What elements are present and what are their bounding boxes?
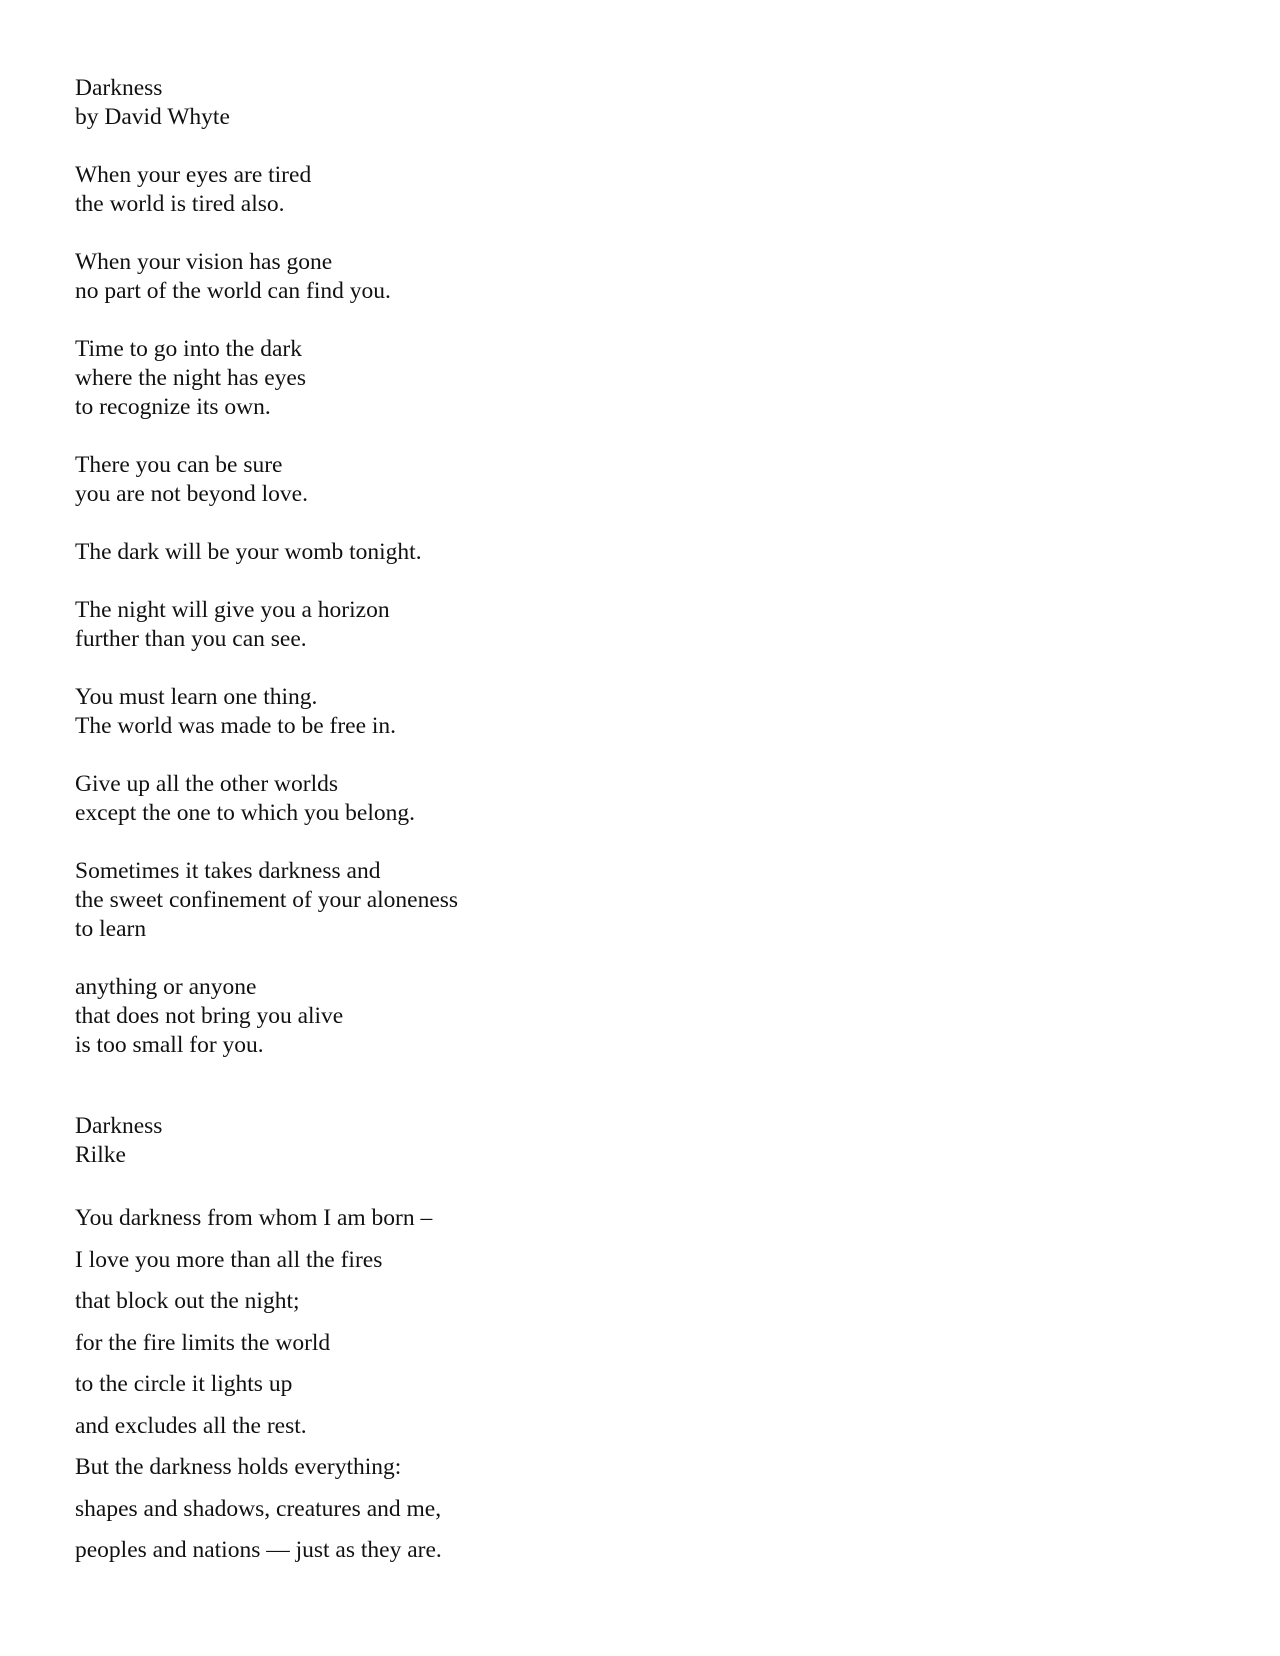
poem-line: Sometimes it takes darkness and <box>75 858 381 884</box>
poem-line: peoples and nations — just as they are. <box>75 1537 442 1563</box>
poem-line: shapes and shadows, creatures and me, <box>75 1495 442 1522</box>
poem-line: and excludes all the rest. <box>75 1412 307 1439</box>
stanza <box>75 683 1205 741</box>
poem-body <box>75 1198 442 1572</box>
poem-line: You darkness from whom I am born – <box>75 1205 433 1231</box>
poem-author: Rilke <box>75 1142 126 1168</box>
poem-whyte <box>75 74 1205 1060</box>
poem-line: The night will give you a horizon <box>75 597 390 623</box>
poem-line: is too small for you. <box>75 1032 264 1058</box>
stanza <box>75 335 1205 422</box>
poem-header <box>75 1112 442 1170</box>
poem-line: to recognize its own. <box>75 394 271 420</box>
poem-line: except the one to which you belong. <box>75 800 416 826</box>
poem-line: When your eyes are tired <box>75 162 312 188</box>
poem-line: anything or anyone <box>75 974 257 1000</box>
poem-line: But the darkness holds everything: <box>75 1454 402 1480</box>
poem-line: to learn <box>75 916 147 942</box>
poem-line: that does not bring you alive <box>75 1003 344 1029</box>
poem-line: no part of the world can find you. <box>75 278 391 304</box>
stanza <box>75 770 1205 828</box>
poem-line: to the circle it lights up <box>75 1371 293 1397</box>
poem-author: by David Whyte <box>75 104 230 130</box>
poem-line: There you can be sure <box>75 452 283 478</box>
poem-line: The world was made to be free in. <box>75 713 397 739</box>
poem-rilke <box>75 1112 442 1572</box>
stanza <box>75 538 1205 567</box>
poem-line: that block out the night; <box>75 1288 300 1314</box>
poem-line: the world is tired also. <box>75 191 285 217</box>
poem-line: further than you can see. <box>75 626 307 652</box>
stanza <box>75 248 1205 306</box>
poem-line: I love you more than all the fires <box>75 1246 383 1273</box>
poem-line: You must learn one thing. <box>75 684 318 710</box>
stanza <box>75 451 1205 509</box>
poem-header <box>75 74 1205 132</box>
poem-line: Give up all the other worlds <box>75 771 339 797</box>
poem-line: The dark will be your womb tonight. <box>75 539 422 565</box>
document-page <box>75 74 1205 1563</box>
poem-line: the sweet confinement of your aloneness <box>75 887 459 913</box>
stanza <box>75 857 1205 944</box>
poem-line: When your vision has gone <box>75 249 333 275</box>
poem-title: Darkness <box>75 75 163 101</box>
poem-line: for the fire limits the world <box>75 1329 331 1356</box>
stanza <box>75 161 1205 219</box>
poem-title: Darkness <box>75 1113 163 1139</box>
poem-line: where the night has eyes <box>75 365 307 391</box>
stanza <box>75 973 1205 1060</box>
poem-line: Time to go into the dark <box>75 336 302 362</box>
stanza <box>75 596 1205 654</box>
poem-line: you are not beyond love. <box>75 481 308 507</box>
